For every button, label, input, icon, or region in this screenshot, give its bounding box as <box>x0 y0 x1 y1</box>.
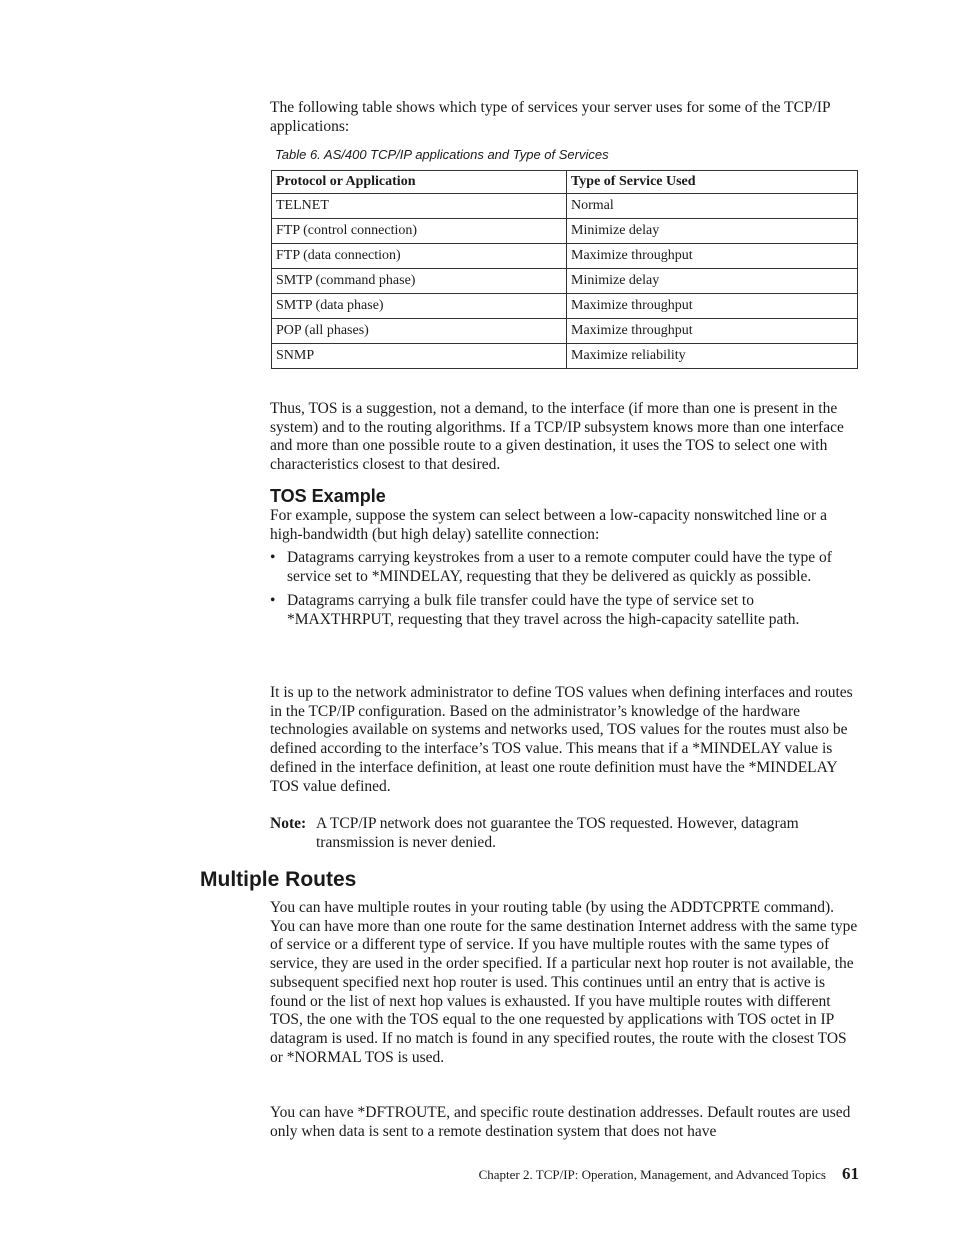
page-footer <box>446 1164 859 1184</box>
header-service: Type of Service Used <box>567 171 858 194</box>
table-row <box>272 344 858 369</box>
table-row <box>272 294 858 319</box>
cell-protocol: SMTP (data phase) <box>272 294 567 319</box>
cell-protocol: FTP (control connection) <box>272 219 567 244</box>
cell-service: Maximize reliability <box>567 344 858 369</box>
table-row <box>272 219 858 244</box>
cell-service: Maximize throughput <box>567 319 858 344</box>
table-row <box>272 194 858 219</box>
cell-protocol: TELNET <box>272 194 567 219</box>
tos-example-lead: For example, suppose the system can select between a low-capacity nonswitched line or a high-bandwidth (but high delay) satellite connection: <box>270 507 827 543</box>
intro-paragraph: The following table shows which type of services your server uses for some of the TCP/IP applications: <box>270 99 831 135</box>
cell-service: Minimize delay <box>567 219 858 244</box>
bullet-marker: • <box>270 549 276 566</box>
cell-protocol: POP (all phases) <box>272 319 567 344</box>
tos-paragraph: Thus, TOS is a suggestion, not a demand, to the interface (if more than one is present in the system) and to the routing algorithms. If a TCP/IP subsystem knows more than one interface and more than one possible route to a given destination, it uses the TOS to select one with characteristics closest to that desired. <box>270 400 844 474</box>
note-label: Note: <box>270 815 307 832</box>
table-caption: Table 6. AS/400 TCP/IP applications and Type of Services <box>275 147 609 162</box>
cell-service: Minimize delay <box>567 269 858 294</box>
cell-service: Normal <box>567 194 858 219</box>
multiple-routes-heading: Multiple Routes <box>200 868 357 891</box>
table-header-row <box>272 171 858 194</box>
header-protocol: Protocol or Application <box>272 171 567 194</box>
cell-service: Maximize throughput <box>567 244 858 269</box>
cell-protocol: SNMP <box>272 344 567 369</box>
multiple-routes-paragraph: You can have multiple routes in your routing table (by using the ADDTCPRTE command). You can have more than one route for the same destination Internet address with the same type of service or a different type of service. If you have multiple routes with the same types of service, they are used in the order specified. If a particular next hop router is not available, the subsequent specified next hop router is used. This continues until an entry that is active is found or the list of next hop values is exhausted. If you have multiple routes with different TOS, the one with the TOS equal to the one requested by applications with TOS octet in IP datagram is used. If no match is found in any specified routes, the route with the closest TOS or *NORMAL TOS is used. <box>270 899 858 1066</box>
tos-example-heading: TOS Example <box>270 486 386 506</box>
note-block <box>270 815 860 852</box>
list-item: • Datagrams carrying a bulk file transfer could have the type of service set to *MAXTHRPUT, requesting that they travel across the high-capacity satellite path. <box>270 592 800 629</box>
list-item: • Datagrams carrying keystrokes from a user to a remote computer could have the type of service set to *MINDELAY, requesting that they be delivered as quickly as possible. <box>270 549 832 585</box>
table-row <box>272 319 858 344</box>
tos-example-list <box>270 549 860 630</box>
footer-chapter: Chapter 2. TCP/IP: Operation, Management, and Advanced Topics <box>478 1167 826 1182</box>
default-routes-paragraph: You can have *DFTROUTE, and specific route destination addresses. Default routes are used only when data is sent to a remote destination system that does not have <box>270 1104 851 1140</box>
table-row <box>272 244 858 269</box>
cell-service: Maximize throughput <box>567 294 858 319</box>
admin-paragraph: It is up to the network administrator to define TOS values when defining interfaces and routes in the TCP/IP configuration. Based on the administrator’s knowledge of the hardware technologies available on systems and networks used, TOS values for the routes must also be defined according to the interface’s TOS value. This means that if a *MINDELAY value is defined in the interface definition, at least one route definition must have the *MINDELAY TOS value defined. <box>270 684 853 795</box>
table-row <box>272 269 858 294</box>
page-number: 61 <box>842 1164 859 1183</box>
bullet-marker: • <box>270 592 276 610</box>
cell-protocol: FTP (data connection) <box>272 244 567 269</box>
note-text: A TCP/IP network does not guarantee the TOS requested. However, datagram transmission is never denied. <box>316 815 799 851</box>
tos-table <box>271 170 858 369</box>
cell-protocol: SMTP (command phase) <box>272 269 567 294</box>
